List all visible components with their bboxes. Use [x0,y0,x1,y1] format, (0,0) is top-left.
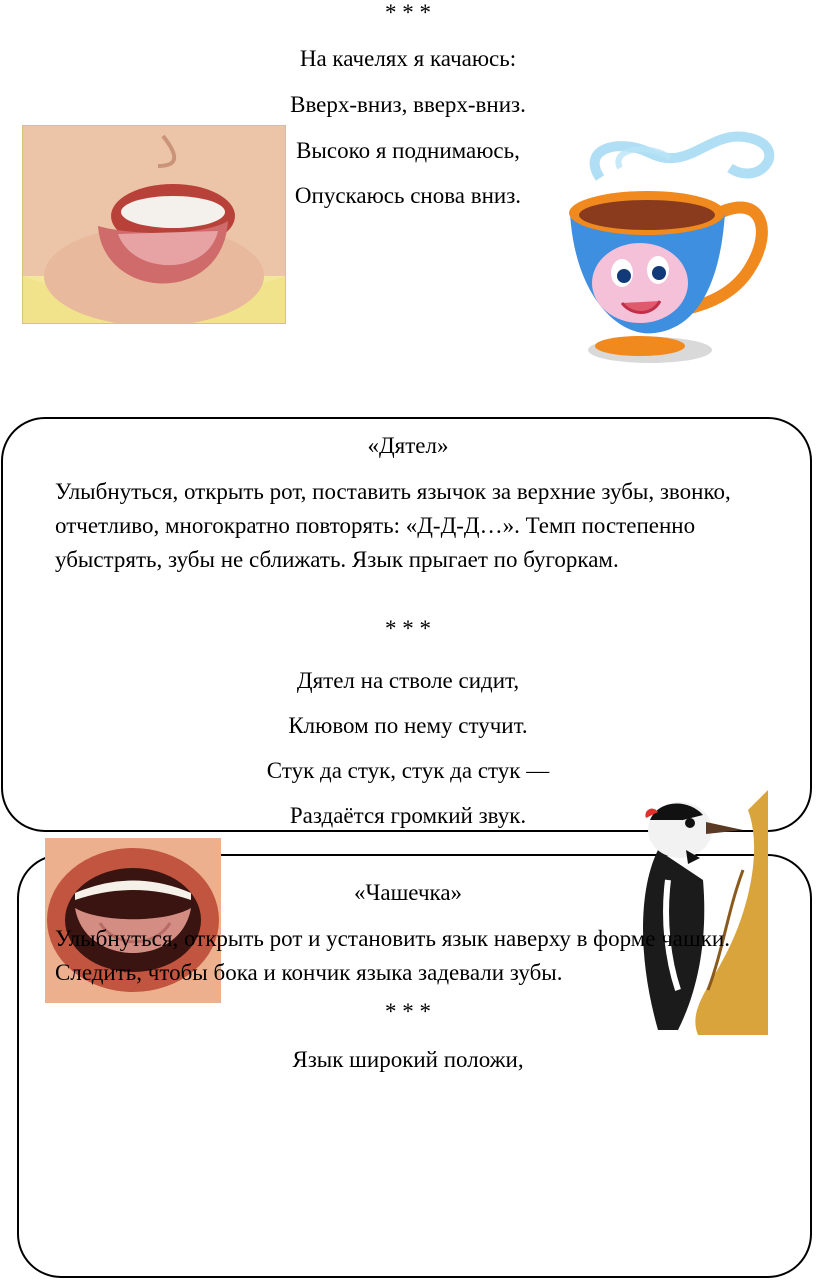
poem-line: Стук да стук, стук да стук — [266,758,550,783]
stars-divider-top: * * * [385,0,431,25]
teacup-illustration [560,118,785,368]
poem-line: Раздаётся громкий звук. [289,803,527,828]
tongue-out-photo [22,125,286,324]
exercise-description: Улыбнуться, открыть рот и установить язык наверху в форме чашки. Следить, чтобы бока и кончик языка задевали зубы. [55,926,730,985]
exercise-title: «Чашечка» [353,880,463,905]
exercise-description: Улыбнуться, открыть рот, поставить язычок за верхние зубы, звонко, отчетливо, многократно повторять: «Д-Д-Д…». Темп постепенно убыстрять, зубы не сближать. Язык прыгает по бугоркам. [55,479,731,572]
poem-line: Опускаюсь снова вниз. [294,183,522,208]
poem-line: Дятел на стволе сидит, [296,668,520,693]
exercise-title: «Дятел» [367,433,449,458]
poem-line: Клювом по нему стучит. [288,713,528,738]
poem-line: Вверх-вниз, вверх-вниз. [290,92,526,117]
poem-line: На качелях я качаюсь: [299,46,517,71]
stars-divider: * * * [385,616,431,641]
poem-line: Высоко я поднимаюсь, [296,138,520,163]
stars-divider: * * * [385,999,431,1024]
poem-line: Язык широкий положи, [292,1047,524,1072]
